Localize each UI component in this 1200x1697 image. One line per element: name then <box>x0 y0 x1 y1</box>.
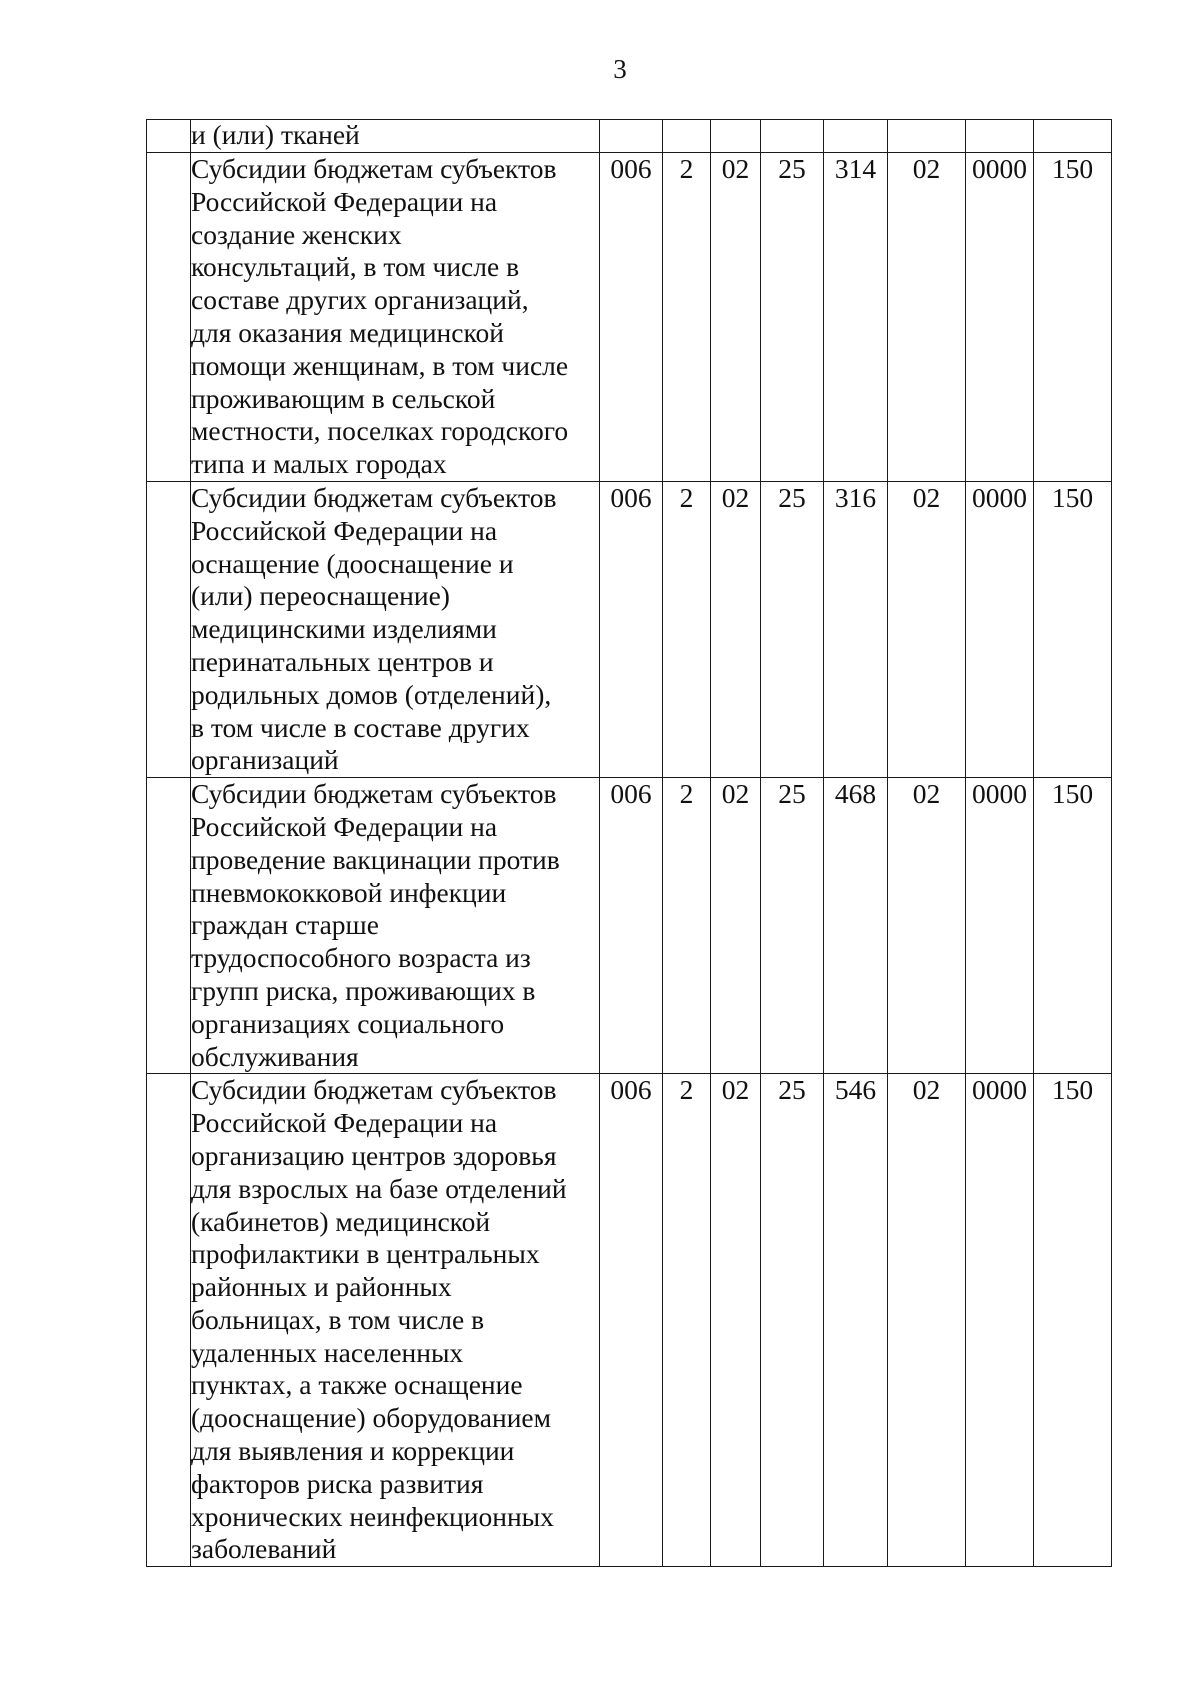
element-code-cell: 02 <box>888 1074 966 1567</box>
row-number-cell <box>147 481 191 777</box>
program-code-cell: 0000 <box>966 1074 1034 1567</box>
subgroup-code-cell: 02 <box>711 778 761 1074</box>
subgroup-code-cell <box>711 120 761 153</box>
page-number: 3 <box>613 54 627 84</box>
subgroup-code-cell: 02 <box>711 1074 761 1567</box>
classification-code-cell: 150 <box>1034 481 1112 777</box>
row-number-cell <box>147 120 191 153</box>
article-code-cell: 25 <box>761 481 824 777</box>
subarticle-code-cell: 546 <box>824 1074 888 1567</box>
table-row <box>147 153 1112 482</box>
table-row <box>147 481 1112 777</box>
program-code-cell: 0000 <box>966 481 1034 777</box>
article-code-cell: 25 <box>761 1074 824 1567</box>
element-code-cell <box>888 120 966 153</box>
table-row <box>147 120 1112 153</box>
element-code-cell: 02 <box>888 778 966 1074</box>
program-code-cell <box>966 120 1034 153</box>
subarticle-code-cell: 314 <box>824 153 888 482</box>
article-code-cell: 25 <box>761 153 824 482</box>
row-number-cell <box>147 778 191 1074</box>
description-cell: Субсидии бюджетам субъектов Российской Федерации на оснащение (дооснащение и (или) переоснащение) медицинскими изделиями перинатальных центров и родильных домов (отделений), в том числе в составе других организаций <box>191 481 600 777</box>
classification-code-cell: 150 <box>1034 1074 1112 1567</box>
group-code-cell: 2 <box>663 1074 711 1567</box>
program-code-cell: 0000 <box>966 778 1034 1074</box>
article-code-cell: 25 <box>761 778 824 1074</box>
subgroup-code-cell: 02 <box>711 153 761 482</box>
row-number-cell <box>147 153 191 482</box>
group-code-cell: 2 <box>663 778 711 1074</box>
admin-code-cell: 006 <box>600 1074 663 1567</box>
classification-code-cell <box>1034 120 1112 153</box>
description-cell: и (или) тканей <box>191 120 600 153</box>
element-code-cell: 02 <box>888 481 966 777</box>
description-cell: Субсидии бюджетам субъектов Российской Федерации на создание женских консультаций, в том числе в составе других организаций, для оказания медицинской помощи женщинам, в том числе проживающим в сельской местности, поселках городского типа и малых городах <box>191 153 600 482</box>
group-code-cell: 2 <box>663 153 711 482</box>
classification-code-cell: 150 <box>1034 778 1112 1074</box>
description-cell: Субсидии бюджетам субъектов Российской Федерации на проведение вакцинации против пневмококковой инфекции граждан старше трудоспособного возраста из групп риска, проживающих в организациях социального обслуживания <box>191 778 600 1074</box>
subarticle-code-cell: 316 <box>824 481 888 777</box>
description-cell: Субсидии бюджетам субъектов Российской Федерации на организацию центров здоровья для взрослых на базе отделений (кабинетов) медицинской профилактики в центральных районных и районных больницах, в том числе в удаленных населенных пунктах, а также оснащение (дооснащение) оборудованием для выявления и коррекции факторов риска развития хронических неинфекционных заболеваний <box>191 1074 600 1567</box>
budget-classification-table <box>146 119 1112 1567</box>
subgroup-code-cell: 02 <box>711 481 761 777</box>
subarticle-code-cell: 468 <box>824 778 888 1074</box>
group-code-cell: 2 <box>663 481 711 777</box>
row-number-cell <box>147 1074 191 1567</box>
program-code-cell: 0000 <box>966 153 1034 482</box>
article-code-cell <box>761 120 824 153</box>
group-code-cell <box>663 120 711 153</box>
admin-code-cell: 006 <box>600 481 663 777</box>
subarticle-code-cell <box>824 120 888 153</box>
admin-code-cell <box>600 120 663 153</box>
admin-code-cell: 006 <box>600 778 663 1074</box>
classification-code-cell: 150 <box>1034 153 1112 482</box>
element-code-cell: 02 <box>888 153 966 482</box>
admin-code-cell: 006 <box>600 153 663 482</box>
table-row <box>147 778 1112 1074</box>
table-row <box>147 1074 1112 1567</box>
